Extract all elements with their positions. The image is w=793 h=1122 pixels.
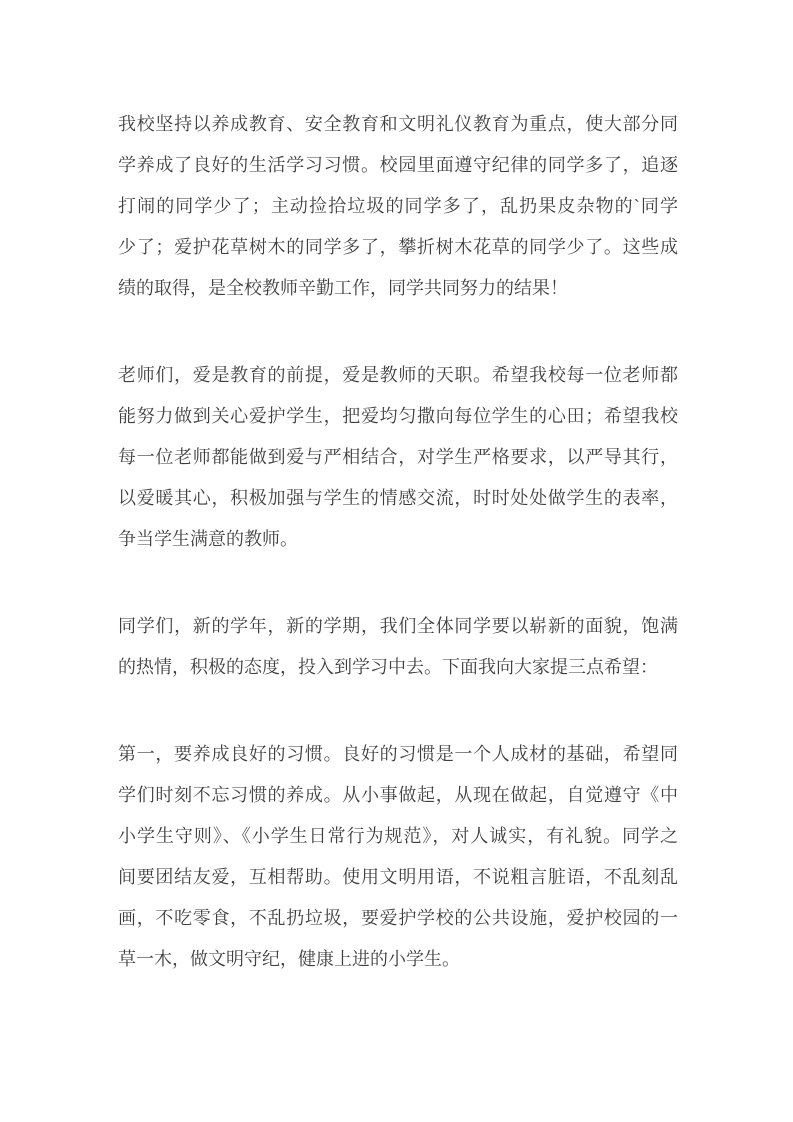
text-line: 打闹的同学少了；主动捡拾垃圾的同学多了，乱扔果皮杂物的`同学: [118, 196, 678, 216]
text-line: 每一位老师都能做到爱与严相结合，对学生严格要求，以严导其行，: [118, 447, 678, 467]
text-line: 绩的取得，是全校教师辛勤工作，同学共同努力的结果！: [118, 278, 568, 298]
text-line: 我校坚持以养成教育、安全教育和文明礼仪教育为重点，使大部分同: [118, 114, 678, 134]
text-line: 以爱暖其心，积极加强与学生的情感交流，时时处处做学生的表率，: [118, 488, 678, 508]
text-line: 能努力做到关心爱护学生，把爱均匀撒向每位学生的心田；希望我校: [118, 406, 678, 426]
text-line: 的热情，积极的态度，投入到学习中去。下面我向大家提三点希望：: [118, 657, 658, 677]
text-line: 间要团结友爱，互相帮助。使用文明用语，不说粗言脏语，不乱刻乱: [118, 867, 678, 887]
paragraph-achievements: [118, 104, 678, 309]
text-line: 同学们，新的学年，新的学期，我们全体同学要以崭新的面貌，饱满: [118, 616, 678, 636]
text-line: 第一，要养成良好的习惯。良好的习惯是一个人成材的基础，希望同: [118, 744, 678, 764]
text-line: 草一木，做文明守纪，健康上进的小学生。: [118, 949, 460, 969]
text-line: 学们时刻不忘习惯的养成。从小事做起，从现在做起，自觉遵守《中: [118, 785, 678, 805]
text-line: 少了；爱护花草树木的同学多了，攀折树木花草的同学少了。这些成: [118, 237, 678, 257]
text-line: 老师们，爱是教育的前提，爱是教师的天职。希望我校每一位老师都: [118, 365, 678, 385]
text-line: 争当学生满意的教师。: [118, 529, 298, 549]
text-line: 小学生守则》、《小学生日常行为规范》，对人诚实，有礼貌。同学之: [118, 826, 678, 846]
paragraph-hope-one: [118, 734, 678, 980]
paragraph-to-teachers: [118, 355, 678, 560]
text-line: 学养成了良好的生活学习习惯。校园里面遵守纪律的同学多了，追逐: [118, 155, 678, 175]
text-line: 画，不吃零食，不乱扔垃圾，要爱护学校的公共设施，爱护校园的一: [118, 908, 678, 928]
paragraph-to-students: [118, 606, 678, 688]
document-content: [118, 104, 678, 1026]
